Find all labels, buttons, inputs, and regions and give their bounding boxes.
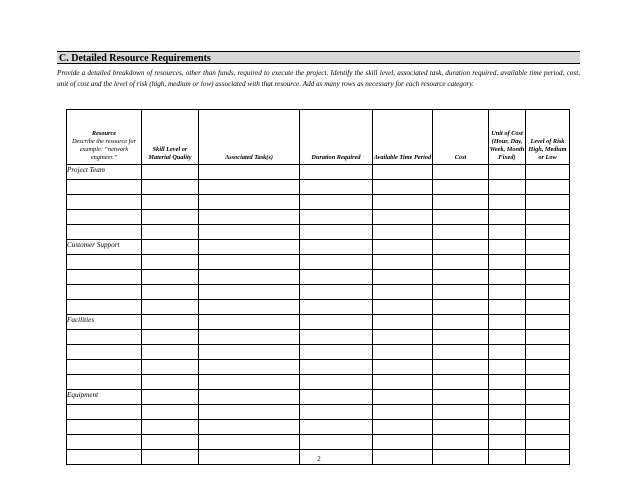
table-cell [489,195,526,210]
table-cell [433,180,489,195]
table-cell [373,165,433,180]
table-cell [373,405,433,420]
table-cell [300,210,373,225]
table-cell [489,210,526,225]
page-number: 2 [317,455,321,463]
table-cell [373,315,433,330]
table-cell [373,285,433,300]
table-cell [489,375,526,390]
table-cell [67,405,142,420]
column-header-level-of-risk: Level of Risk High, Medium or Low [526,110,570,165]
table-row [67,360,570,375]
table-cell [142,210,199,225]
table-cell [373,180,433,195]
table-cell [489,330,526,345]
table-cell [142,285,199,300]
category-label: Equipment [67,390,142,405]
table-cell [433,195,489,210]
table-row [67,405,570,420]
table-cell [526,330,570,345]
table-cell [199,225,300,240]
category-row [67,240,570,255]
table-cell [433,165,489,180]
table-cell [433,240,489,255]
table-cell [142,390,199,405]
table-cell [199,330,300,345]
column-header-unit-of-cost: Unit of Cost (Hour, Day, Week, Month Fixed) [489,110,526,165]
table-cell [300,405,373,420]
table-cell [199,165,300,180]
table-cell [373,330,433,345]
table-cell [300,360,373,375]
table-cell [300,375,373,390]
table-cell [199,315,300,330]
table-cell [373,345,433,360]
table-cell [142,405,199,420]
section-heading: C. Detailed Resource Requirements [57,51,580,64]
table-cell [433,300,489,315]
table-row [67,210,570,225]
table-cell [489,255,526,270]
table-cell [300,330,373,345]
table-cell [142,345,199,360]
table-cell [526,390,570,405]
table-cell [526,240,570,255]
table-header-row [67,110,570,165]
table-row [67,270,570,285]
table-cell [199,210,300,225]
table-cell [526,435,570,450]
table-cell [300,420,373,435]
table-cell [199,270,300,285]
table-cell [67,255,142,270]
table-cell [199,375,300,390]
table-cell [199,345,300,360]
table-cell [526,210,570,225]
table-cell [373,255,433,270]
table-cell [433,270,489,285]
table-cell [489,405,526,420]
table-row [67,180,570,195]
table-cell [67,375,142,390]
table-cell [489,420,526,435]
table-cell [300,435,373,450]
table-cell [489,435,526,450]
table-cell [526,270,570,285]
table-cell [526,360,570,375]
table-cell [199,195,300,210]
table-cell [489,390,526,405]
table-cell [142,165,199,180]
category-row [67,390,570,405]
table-cell [373,375,433,390]
table-cell [300,240,373,255]
table-cell [67,285,142,300]
table-cell [526,225,570,240]
table-row [67,285,570,300]
column-header-available-time-period: Available Time Period [373,110,433,165]
table-cell [489,345,526,360]
table-cell [300,195,373,210]
table-cell [300,270,373,285]
category-row [67,315,570,330]
table-cell [67,195,142,210]
table-cell [373,225,433,240]
table-cell [433,375,489,390]
category-label: Project Team [67,165,142,180]
table-row [67,300,570,315]
table-cell [67,210,142,225]
table-cell [373,435,433,450]
table-cell [199,435,300,450]
table-cell [489,165,526,180]
table-cell [142,255,199,270]
table-cell [142,315,199,330]
column-header-skill-level: Skill Level or Material Quality [142,110,199,165]
table-cell [67,360,142,375]
table-cell [373,300,433,315]
table-cell [142,225,199,240]
table-row [67,195,570,210]
table-cell [300,255,373,270]
table-cell [142,300,199,315]
category-row [67,165,570,180]
table-row [67,330,570,345]
column-header-resource: Resource Describe the resource for example: “network engineer.” [67,110,142,165]
table-cell [199,405,300,420]
table-cell [199,360,300,375]
table-cell [433,225,489,240]
table-cell [67,345,142,360]
table-cell [433,360,489,375]
table-cell [142,330,199,345]
category-label: Customer Support [67,240,142,255]
table-cell [300,390,373,405]
table-cell [142,375,199,390]
table-cell [489,285,526,300]
table-row [67,420,570,435]
table-cell [199,390,300,405]
table-cell [373,195,433,210]
table-cell [526,405,570,420]
table-cell [433,315,489,330]
table-cell [489,270,526,285]
table-cell [142,270,199,285]
column-header-cost: Cost [433,110,489,165]
table-cell [142,435,199,450]
table-cell [526,285,570,300]
table-cell [489,300,526,315]
table-row [67,435,570,450]
table-cell [199,285,300,300]
table-cell [67,330,142,345]
table-cell [199,300,300,315]
table-cell [142,195,199,210]
table-cell [526,195,570,210]
table-cell [300,345,373,360]
table-cell [142,420,199,435]
table-cell [489,360,526,375]
table-cell [526,165,570,180]
table-cell [489,315,526,330]
table-cell [433,420,489,435]
table-cell [199,420,300,435]
table-cell [433,285,489,300]
table-cell [199,255,300,270]
table-cell [199,180,300,195]
resource-requirements-table [66,109,570,465]
table-cell [526,180,570,195]
table-cell [373,270,433,285]
table-cell [67,180,142,195]
table-cell [67,435,142,450]
table-cell [526,315,570,330]
table-cell [300,180,373,195]
table-cell [433,330,489,345]
column-header-duration-required: Duration Required [300,110,373,165]
table-cell [300,300,373,315]
column-header-associated-tasks: Associated Task(s) [199,110,300,165]
table-cell [373,390,433,405]
table-cell [433,345,489,360]
table-cell [300,285,373,300]
table-cell [300,315,373,330]
table-cell [373,360,433,375]
table-cell [433,435,489,450]
table-row [67,255,570,270]
table-cell [373,240,433,255]
table-cell [300,225,373,240]
table-cell [433,405,489,420]
table-cell [142,360,199,375]
table-cell [67,225,142,240]
table-row [67,375,570,390]
table-cell [199,240,300,255]
section-instructions: Provide a detailed breakdown of resources, other than funds, required to execute the project. Identify the skill level, associated task, duration required, available time period, cost, unit of cost and the level of risk (high, medium or low) associated with that resource. Add as many rows as necessary for each resource category. [57,69,580,88]
table-cell [300,165,373,180]
table-cell [433,255,489,270]
table-cell [526,300,570,315]
table-row [67,225,570,240]
table-cell [489,240,526,255]
table-cell [433,390,489,405]
table-cell [373,420,433,435]
table-cell [489,180,526,195]
table-cell [373,210,433,225]
table-cell [526,255,570,270]
category-label: Facilities [67,315,142,330]
table-cell [526,345,570,360]
table-cell [526,420,570,435]
table-cell [67,270,142,285]
table-cell [489,225,526,240]
table-cell [142,180,199,195]
table-row [67,345,570,360]
table-cell [142,240,199,255]
table-cell [67,420,142,435]
table-cell [67,300,142,315]
table-cell [433,210,489,225]
table-cell [526,375,570,390]
